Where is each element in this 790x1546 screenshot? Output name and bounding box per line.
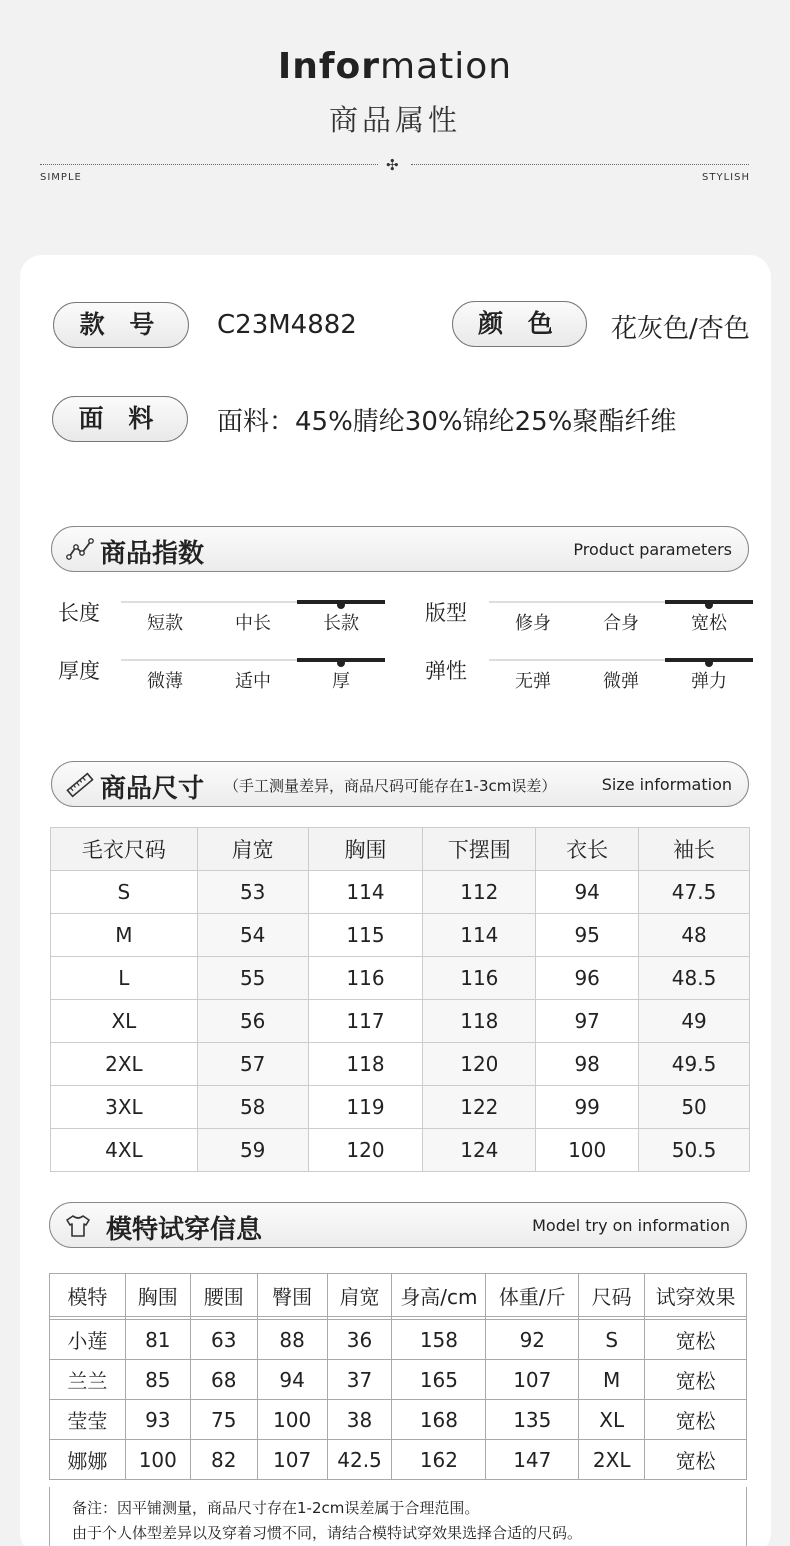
table-cell: 宽松 [645,1320,747,1360]
index-marker-dot [705,659,713,667]
table-cell: 兰兰 [50,1360,126,1400]
column-header: 尺码 [579,1274,645,1317]
section-title-en: Model try on information [532,1216,730,1235]
line-chart-icon [66,537,94,563]
table-cell: 118 [423,1000,536,1043]
table-cell: 53 [197,871,308,914]
style-no-value: C23M4882 [217,310,357,340]
table-cell: 162 [392,1440,486,1480]
table-cell: 36 [327,1320,392,1360]
column-header: 肩宽 [197,828,308,871]
table-row [51,871,750,914]
remark-line-2: 由于个人体型差异以及穿着习惯不同，请结合模特试穿效果选择合适的尺码。 [72,1524,583,1542]
column-header: 胸围 [308,828,423,871]
table-cell: 168 [392,1400,486,1440]
index-track [489,659,753,661]
table-cell: XL [51,1000,198,1043]
table-cell: 47.5 [639,871,750,914]
column-header: 肩宽 [327,1274,392,1317]
index-option: 短款 [147,613,183,634]
index-selected-bar [297,658,385,662]
table-cell: 99 [536,1086,639,1129]
index-option: 厚 [332,671,350,692]
column-header: 身高/cm [392,1274,486,1317]
table-cell: 宽松 [645,1440,747,1480]
table-cell: 49 [639,1000,750,1043]
tshirt-icon [64,1213,92,1239]
table-cell: 68 [190,1360,257,1400]
table-row [51,914,750,957]
index-option: 微弹 [603,671,639,692]
index-option: 修身 [515,613,551,634]
index-marker-dot [705,601,713,609]
ornament-icon: ✣ [386,156,399,174]
table-cell: 56 [197,1000,308,1043]
table-header-row [51,828,750,871]
index-option: 长款 [323,613,359,634]
index-option: 无弹 [515,671,551,692]
table-cell: 114 [423,914,536,957]
table-cell: 95 [536,914,639,957]
index-track [121,659,385,661]
table-row [50,1320,747,1360]
table-cell: 117 [308,1000,423,1043]
table-cell: 94 [257,1360,327,1400]
table-cell: 宽松 [645,1400,747,1440]
table-cell: 122 [423,1086,536,1129]
size-table [50,827,750,1172]
table-cell: 119 [308,1086,423,1129]
table-cell: 娜娜 [50,1440,126,1480]
table-cell: 165 [392,1360,486,1400]
divider-left [40,164,378,165]
table-cell: 50.5 [639,1129,750,1172]
table-cell: 92 [486,1320,579,1360]
color-label: 颜 色 [452,301,587,347]
table-cell: 54 [197,914,308,957]
table-cell: 55 [197,957,308,1000]
fabric-value: 面料：45%腈纶30%锦纶25%聚酯纤维 [217,407,677,437]
table-cell: 59 [197,1129,308,1172]
page-subtitle: 商品属性 [328,103,461,137]
table-cell: 75 [190,1400,257,1440]
table-cell: S [51,871,198,914]
table-cell: 2XL [579,1440,645,1480]
table-cell: XL [579,1400,645,1440]
table-cell: 96 [536,957,639,1000]
table-cell: 116 [308,957,423,1000]
remark-box [49,1487,747,1546]
table-header-row [50,1274,747,1317]
index-option: 宽松 [691,613,727,634]
table-cell: 38 [327,1400,392,1440]
table-cell: 85 [125,1360,190,1400]
table-cell: 58 [197,1086,308,1129]
table-row [51,1086,750,1129]
fabric-label: 面 料 [52,396,188,442]
section-title: 模特试穿信息 [106,1215,263,1245]
table-row [51,1043,750,1086]
table-cell: 57 [197,1043,308,1086]
table-cell: S [579,1320,645,1360]
table-row [50,1360,747,1400]
divider-right [411,164,749,165]
table-cell: 88 [257,1320,327,1360]
tag-simple: SIMPLE [40,172,82,183]
page-title [0,46,790,87]
table-cell: 158 [392,1320,486,1360]
column-header: 腰围 [190,1274,257,1317]
table-row [51,957,750,1000]
table-cell: 97 [536,1000,639,1043]
index-marker-dot [337,659,345,667]
tag-stylish: STYLISH [702,172,750,183]
index-option: 适中 [235,671,271,692]
table-cell: 107 [486,1360,579,1400]
title-bold: Infor [277,46,381,87]
column-header: 胸围 [125,1274,190,1317]
table-cell: 小莲 [50,1320,126,1360]
column-header: 毛衣尺码 [51,828,198,871]
table-cell: 93 [125,1400,190,1440]
table-cell: 135 [486,1400,579,1440]
table-cell: 114 [308,871,423,914]
column-header: 试穿效果 [645,1274,747,1317]
table-row [51,1000,750,1043]
column-header: 衣长 [536,828,639,871]
table-cell: L [51,957,198,1000]
index-selected-bar [665,658,753,662]
section-bar-model-info [49,1202,747,1248]
index-label: 厚度 [58,659,100,683]
table-cell: 48.5 [639,957,750,1000]
table-cell: 94 [536,871,639,914]
table-cell: 100 [536,1129,639,1172]
table-cell: 118 [308,1043,423,1086]
table-cell: 124 [423,1129,536,1172]
table-cell: M [51,914,198,957]
model-table [49,1273,747,1480]
remark-line-1: 备注：因平铺测量，商品尺寸存在1-2cm误差属于合理范围。 [72,1499,480,1517]
index-option: 微薄 [147,671,183,692]
index-track [121,601,385,603]
table-cell: M [579,1360,645,1400]
index-option: 中长 [235,613,271,634]
table-cell: 宽松 [645,1360,747,1400]
table-cell: 4XL [51,1129,198,1172]
column-header: 袖长 [639,828,750,871]
table-cell: 115 [308,914,423,957]
index-selected-bar [665,600,753,604]
table-row [50,1440,747,1480]
index-label: 弹性 [425,659,467,683]
section-title: 商品尺寸 [100,774,205,804]
style-no-label: 款 号 [53,302,189,348]
table-cell: 120 [308,1129,423,1172]
index-selected-bar [297,600,385,604]
section-title-en: Product parameters [573,540,732,559]
index-option: 弹力 [691,671,727,692]
table-cell: 3XL [51,1086,198,1129]
table-cell: 48 [639,914,750,957]
ruler-icon [66,772,94,798]
index-marker-dot [337,601,345,609]
table-cell: 37 [327,1360,392,1400]
column-header: 臀围 [257,1274,327,1317]
table-cell: 107 [257,1440,327,1480]
table-cell: 98 [536,1043,639,1086]
column-header: 下摆围 [423,828,536,871]
table-cell: 147 [486,1440,579,1480]
section-title: 商品指数 [100,539,205,569]
title-light: mation [380,46,513,87]
table-cell: 42.5 [327,1440,392,1480]
index-label: 长度 [58,601,100,625]
table-cell: 100 [257,1400,327,1440]
column-header: 模特 [50,1274,126,1317]
table-cell: 81 [125,1320,190,1360]
table-cell: 100 [125,1440,190,1480]
table-row [50,1400,747,1440]
table-cell: 2XL [51,1043,198,1086]
table-cell: 49.5 [639,1043,750,1086]
size-note: （手工测量差异，商品尺码可能存在1-3cm误差） [224,777,557,795]
index-label: 版型 [425,601,467,625]
table-cell: 112 [423,871,536,914]
section-bar-size-information [51,761,749,807]
section-bar-product-parameters [51,526,749,572]
column-header: 体重/斤 [486,1274,579,1317]
table-cell: 50 [639,1086,750,1129]
section-title-en: Size information [601,775,732,794]
table-cell: 82 [190,1440,257,1480]
table-cell: 116 [423,957,536,1000]
index-option: 合身 [603,613,639,634]
color-value: 花灰色/杏色 [611,314,750,344]
table-cell: 63 [190,1320,257,1360]
index-track [489,601,753,603]
table-row [51,1129,750,1172]
table-cell: 莹莹 [50,1400,126,1440]
table-cell: 120 [423,1043,536,1086]
